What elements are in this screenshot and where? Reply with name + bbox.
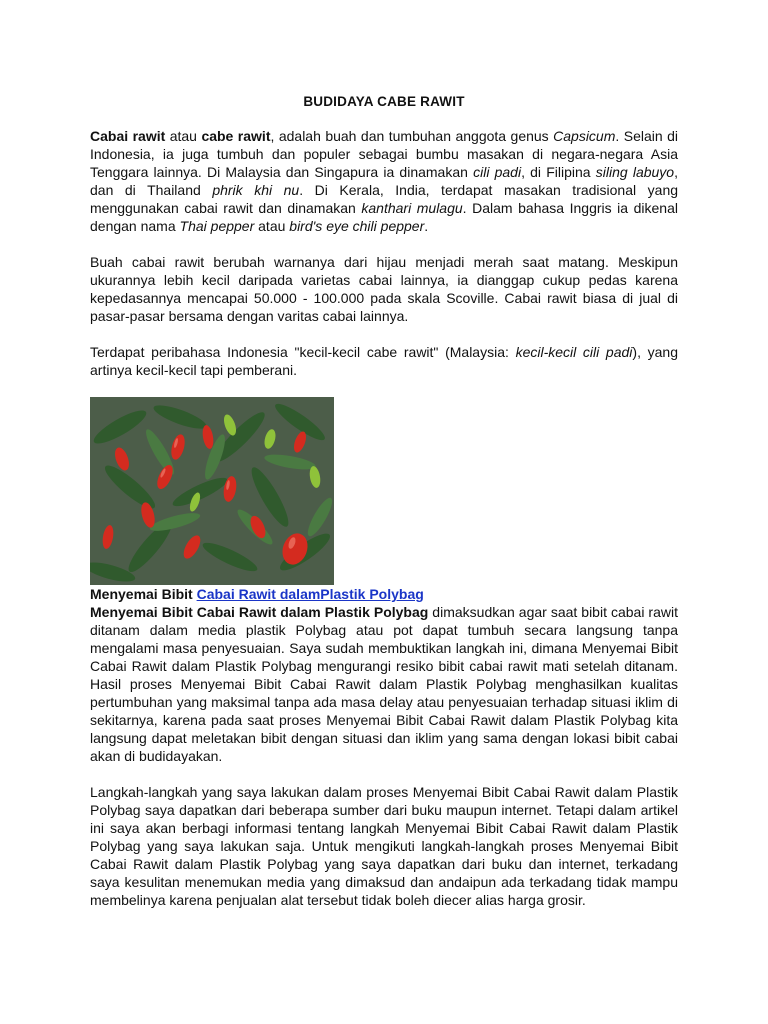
text-span: dimaksudkan agar saat bibit cabai rawit ditanam dalam media plastik Polybag atau pot dapat tumbuh secara langsung tanpa mengalami masa penyesuaian. Saya sudah membuktikan langkah ini, dimana Menyemai Bibit Cabai Rawit dalam Plastik Polybag mengurangi resiko bibit cabai rawit mati setelah ditanam. Hasil proses Menyemai Bibit Cabai Rawit dalam Plastik Polybag menghasilkan kualitas pertumbuhan yang maksimal tanpa ada masa delay atau penyesuaian terhadap situasi iklim di sekitarnya, karena pada saat proses Menyemai Bibit Cabai Rawit dalam Plastik Polybag kita langsung dapat meletakan bibit dengan situasi dan iklim yang sama dengan lokasi bibit cabai akan di budidayakan. (90, 604, 678, 764)
term-proverb-malaysia: kecil-kecil cili padi (515, 344, 633, 360)
caption-text: Menyemai Bibit (90, 586, 197, 602)
paragraph-steps: Langkah-langkah yang saya lakukan dalam proses Menyemai Bibit Cabai Rawit dalam Plastik Polybag saya dapatkan dari beberapa sumber dari buku maupun internet. Tetapi dalam artikel ini saya akan berbagi informasi tentang langkah Menyemai Bibit Cabai Rawit dalam Plastik Polybag yang saya lakukan saja. Untuk mengikuti langkah-langkah proses Menyemai Bibit Cabai Rawit dalam Plastik Polybag yang saya dapatkan dari buku dan internet, terkadang saya kesulitan menemukan media yang dimaksud dan andaipun ada terkadang tidak mampu membelinya karena penjualan alat tersebut tidak boleh diecer alias harga grosir. (90, 784, 678, 908)
text-span: , adalah buah dan tumbuhan anggota genus (270, 128, 554, 144)
text-span: . Selain di Indonesia, ia juga tumbuh dan populer sebagai bumbu masakan di negara-negara Asia Tenggara lainnya. Di Malaysia dan Singapura ia dinamakan (90, 128, 679, 180)
term-cili-padi: cili padi (473, 164, 522, 180)
text-span: atau (165, 128, 202, 144)
document-title: BUDIDAYA CABE RAWIT (303, 94, 465, 109)
term-kanthari-mulagu: kanthari mulagu (361, 200, 463, 216)
term-thai-pepper: Thai pepper (179, 218, 255, 234)
term-phrik-khi-nu: phrik khi nu (212, 182, 300, 198)
term-siling-labuyo: siling labuyo (595, 164, 675, 180)
text-span: , dan di Thailand (90, 164, 678, 198)
paragraph-intro (90, 127, 678, 235)
paragraph-polybag (90, 603, 678, 765)
image-caption (90, 585, 678, 603)
term-capsicum: Capsicum (553, 128, 616, 144)
paragraph-ripening: Buah cabai rawit berubah warnanya dari hijau menjadi merah saat matang. Meskipun ukurannya lebih kecil daripada varietas cabai lainnya, ia dianggap cukup pedas karena kepedasannya mencapai 50.000 - 100.000 pada skala Scoville. Cabai rawit biasa di jual di pasar-pasar bersama dengan varitas cabai lainnya. (90, 254, 678, 324)
document-page (90, 94, 678, 927)
text-span: . Di Kerala, India, terdapat masakan tradisional yang menggunakan cabai rawit dan dinamakan (90, 182, 679, 216)
term-polybag-heading: Menyemai Bibit Cabai Rawit dalam Plastik Polybag (90, 604, 429, 620)
text-span: ), yang artinya kecil-kecil tapi pemberani. (90, 344, 678, 378)
term-cabe-rawit: cabe rawit (201, 128, 271, 144)
paragraph-proverb (90, 343, 678, 379)
text-span: Terdapat peribahasa Indonesia "kecil-kecil cabe rawit" (Malaysia: (90, 344, 516, 360)
term-birds-eye-chili: bird's eye chili pepper (289, 218, 425, 234)
text-span: . (424, 218, 429, 234)
chili-plant-photo (90, 397, 334, 585)
caption-link[interactable]: Cabai Rawit dalamPlastik Polybag (196, 586, 424, 602)
text-span: atau (254, 218, 290, 234)
text-span: , di Filipina (521, 164, 596, 180)
chili-plant-illustration (90, 397, 334, 585)
term-cabai-rawit: Cabai rawit (90, 128, 166, 144)
text-span: . Dalam bahasa Inggris ia dikenal dengan nama (90, 200, 678, 234)
